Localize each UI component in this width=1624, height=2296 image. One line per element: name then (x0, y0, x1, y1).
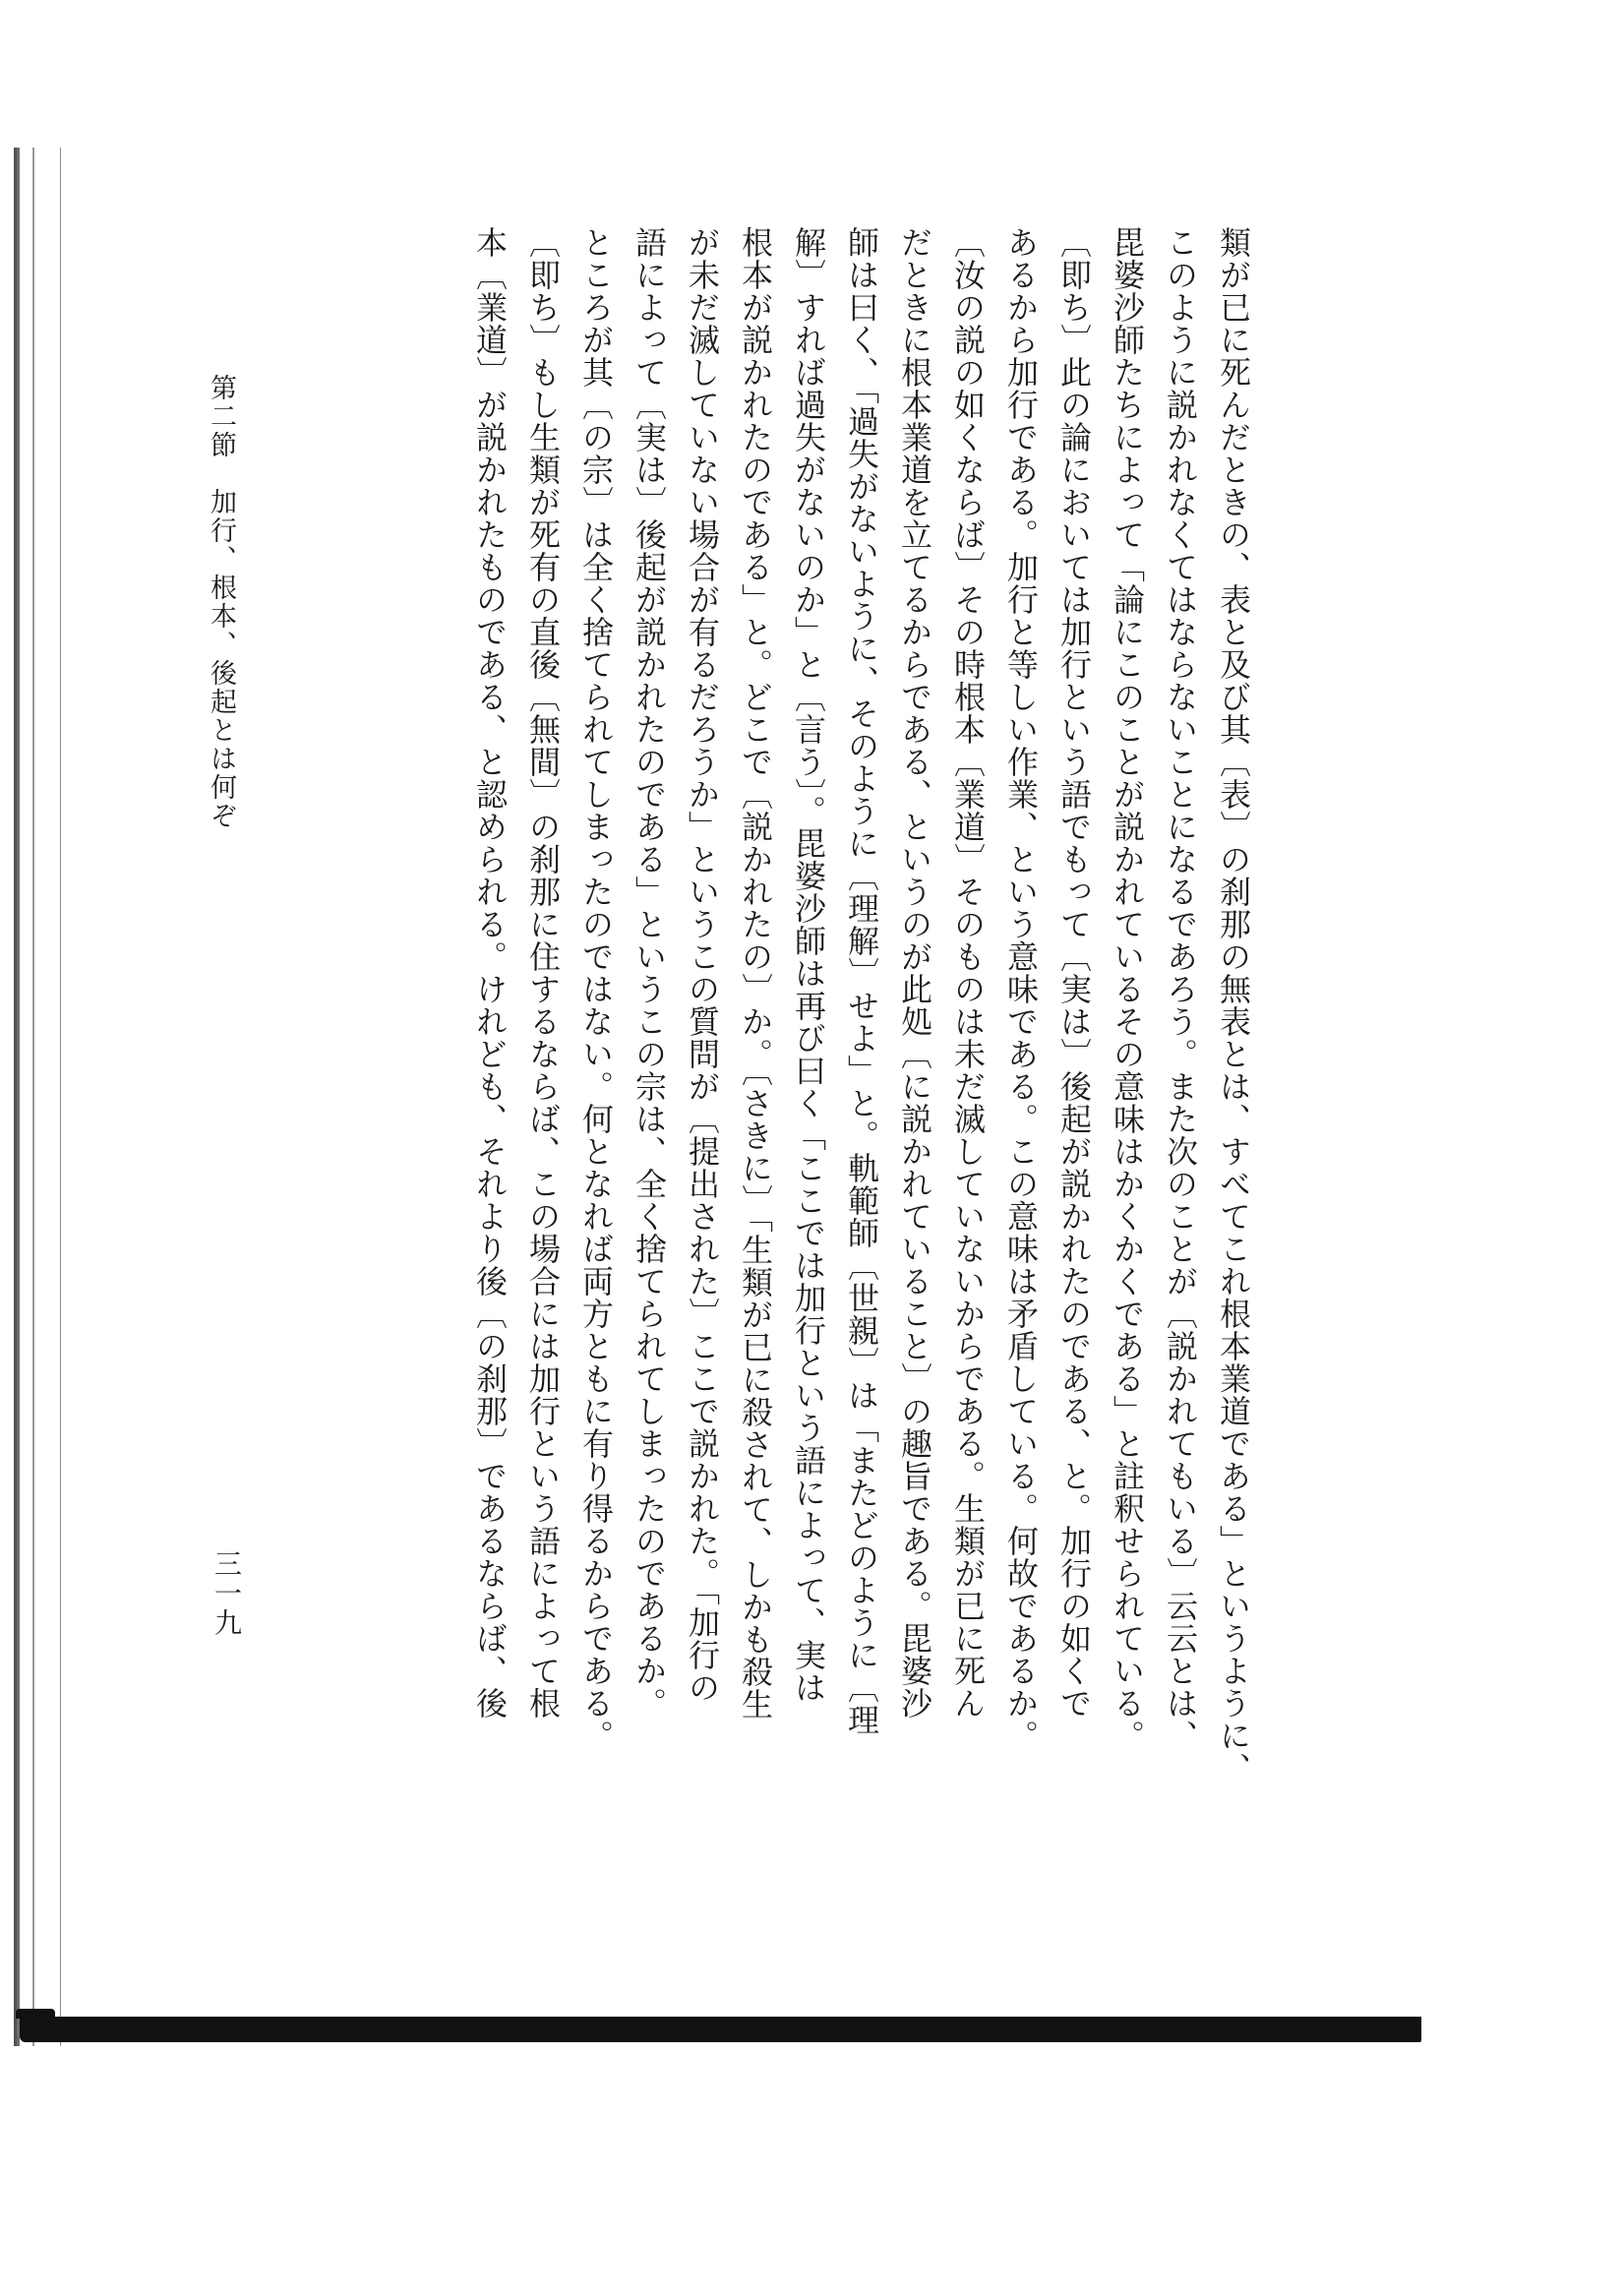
text-line-14: 〔即ち〕もし生類が死有の直後〔無間〕の刹那に住するならば、この場合には加行という語によって根 (524, 226, 562, 1720)
text-line-11: が未だ滅していない場合が有るだろうか」というこの質問が〔提出された〕ここで説かれた。「加行の (684, 226, 721, 1704)
body-text (463, 226, 1260, 1899)
text-line-7: だときに根本業道を立てるからである、というのが此処〔に説かれていること〕の趣旨である。毘婆沙 (896, 226, 933, 1720)
page-binding-edge (14, 148, 61, 2046)
text-line-3: 毘婆沙師たちによって「論にこのことが説かれているその意味はかくかくである」と註釈せられている。 (1109, 226, 1146, 1752)
text-line-5: あるから加行である。加行と等しい作業、という意味である。この意味は矛盾している。何故であるか。 (1002, 226, 1040, 1752)
page-number: 三一九 (211, 1549, 243, 1638)
text-line-10: 根本が説かれたのである」と。どこで〔説かれたの〕か。〔さきに〕「生類が已に殺されて、しかも殺生 (737, 226, 774, 1721)
text-line-6: 〔汝の説の如くならば〕その時根本〔業道〕そのものは未だ滅していないからである。生類が已に死ん (949, 226, 987, 1720)
text-line-15: 本〔業道〕が説かれたものである、と認められる。けれども、それより後〔の刹那〕であるならば、後 (471, 226, 509, 1720)
text-line-2: このように説かれなくてはならないことになるであろう。また次のことが〔説かれてもいる〕云云とは、 (1162, 226, 1199, 1752)
text-line-1: 類が已に死んだときの、表と及び其〔表〕の刹那の無表とは、すべてこれ根本業道である」というように、 (1215, 226, 1252, 1784)
bottom-scan-edge (20, 2017, 1421, 2042)
text-line-12: 語によって〔実は〕後起が説かれたのである」というこの宗は、全く捨てられてしまったのであるか。 (631, 226, 668, 1720)
text-line-4: 〔即ち〕此の論においては加行という語でもって〔実は〕後起が説かれたのである、と。加行の如くで (1055, 226, 1093, 1720)
text-line-9: 解〕すれば過失がないのか」と〔言う〕。毘婆沙師は再び曰く「ここでは加行という語によって、実は (790, 226, 827, 1704)
text-line-13: ところが其〔の宗〕は全く捨てられてしまったのではない。何となれば両方ともに有り得るからである。 (577, 226, 615, 1752)
running-head: 第二節 加行、根本、後起とは何ぞ (206, 374, 236, 830)
text-line-8: 師は曰く、「過失がないように、そのように〔理解〕せよ」と。軌範師〔世親〕は「またどのように〔理 (843, 226, 880, 1736)
